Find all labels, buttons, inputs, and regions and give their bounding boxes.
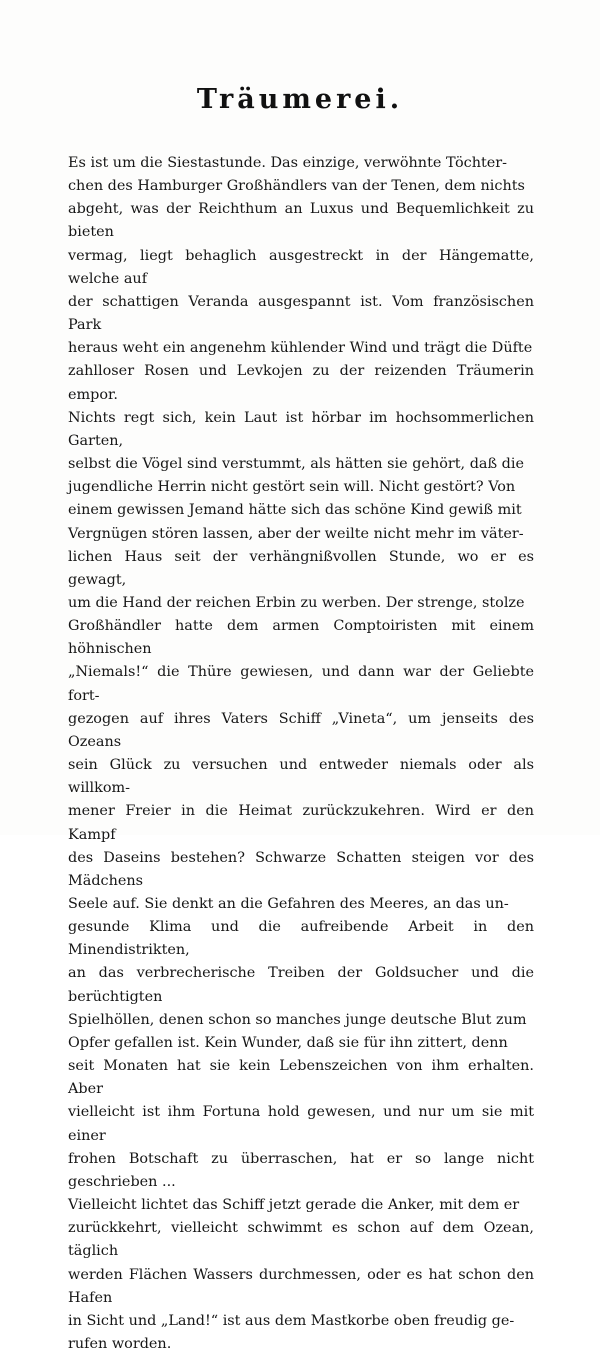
body-paragraph: Es ist um die Siestastunde. Das einzige, verwöhnte Töchter- chen des Hamburger Großhändlers van der Tenen, dem nichts abgeht, was der Reichthum an Luxus und Bequemlichkeit zu bieten vermag, liegt behaglich ausgestreckt in der Hängematte, welche auf der schattigen Veranda ausgespannt ist. Vom französischen Park heraus weht ein angenehm kühlender Wind und trägt die Düfte zahlloser Rosen und Levkojen zu der reizenden Träumerin empor. Nichts regt sich, kein Laut ist hörbar im hochsommerlichen Garten, selbst die Vögel sind verstummt, als hätten sie gehört, daß die jugendliche Herrin nicht gestört sein will. Nicht gestört? Von einem gewissen Jemand hätte sich das schöne Kind gewiß mit Vergnügen stören lassen, aber der weilte nicht mehr im väter- lichen Haus seit der verhängnißvollen Stunde, wo er es gewagt, um die Hand der reichen Erbin zu werben. Der strenge, stolze Großhändler hatte dem armen Comptoiristen mit einem höhnischen „Niemals!“ die Thüre gewiesen, und dann war der Geliebte fort- gezogen auf ihres Vaters Schiff „Vineta“, um jenseits des Ozeans sein Glück zu versuchen und entweder niemals oder als willkom- mener Freier in die Heimat zurückzukehren. Wird er den Kampf des Daseins bestehen? Schwarze Schatten steigen vor des Mädchens Seele auf. Sie denkt an die Gefahren des Meeres, an das un- gesunde Klima und die aufreibende Arbeit in den Minendistrikten, an das verbrecherische Treiben der Goldsucher und die berüchtigten Spielhöllen, denen schon so manches junge deutsche Blut zum Opfer gefallen ist. Kein Wunder, daß sie für ihn zittert, denn seit Monaten hat sie kein Lebenszeichen von ihm erhalten. Aber vielleicht ist ihm Fortuna hold gewesen, und nur um sie mit einer frohen Botschaft zu überraschen, hat er so lange nicht geschrieben ... Vielleicht lichtet das Schiff jetzt gerade die Anker, mit dem er zurückkehrt, vielleicht schwimmt es schon auf dem Ozean, täglich werden Flächen Wassers durchmessen, oder es hat schon den Hafen in Sicht und „Land!“ ist aus dem Mastkorbe oben freudig ge- rufen worden. — [68, 155, 534, 1352]
page-title: Träumerei. — [196, 84, 404, 115]
